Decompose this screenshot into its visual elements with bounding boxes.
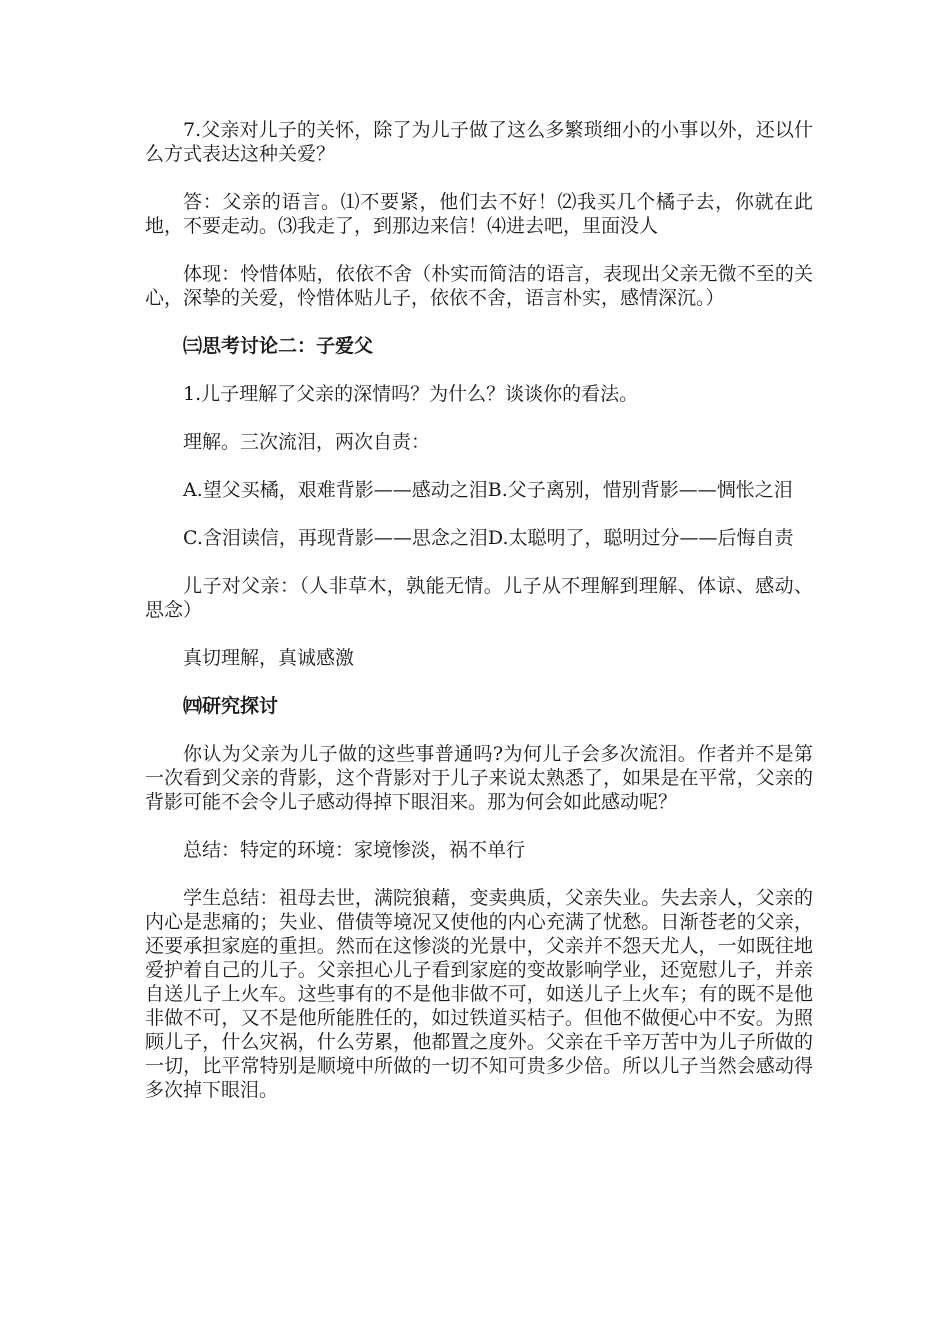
tears-cd-paragraph: C.含泪读信，再现背影——思念之泪D.太聪明了，聪明过分——后悔自责 [183,527,794,549]
section-heading-research: ㈣研究探讨 [183,695,279,717]
section-heading-discussion-2: ㈢思考讨论二：子爱父 [183,335,374,357]
son-to-father-paragraph: 儿子对父亲：（人非草木，孰能无情。儿子从不理解到理解、体谅、感动、思念） [145,575,813,621]
summary-paragraph: 总结：特定的环境：家境惨淡，祸不单行 [183,839,526,861]
student-summary-paragraph: 学生总结：祖母去世，满院狼藉，变卖典质，父亲失业。失去亲人，父亲的内心是悲痛的；失业、借债等境况又使他的内心充满了忧愁。日渐苍老的父亲，还要承担家庭的重担。然而在这惨淡的光景中，父亲并不怨天尤人，一如既往地爱护着自己的儿子。父亲担心儿子看到家庭的变故影响学业，还宽慰儿子，并亲自送儿子上火车。这些事有的不是他非做不可，如送儿子上火车；有的既不是他非做不可，又不是他所能胜任的，如过铁道买桔子。但他不做便心中不安。为照顾儿子，什么灾祸，什么劳累，他都置之度外。父亲在千辛万苦中为儿子所做的一切，比平常特别是顺境中所做的一切不知可贵多少倍。所以儿子当然会感动得多次掉下眼泪。 [145,887,813,1101]
answer-7: 答：父亲的语言。⑴不要紧，他们去不好！⑵我买几个橘子去，你就在此地，不要走动。⑶我走了，到那边来信！⑷进去吧，里面没人 [145,191,813,237]
document-body [145,118,813,1126]
question-1: 1.儿子理解了父亲的深情吗？为什么？谈谈你的看法。 [183,383,639,405]
research-paragraph: 你认为父亲为儿子做的这些事普通吗?为何儿子会多次流泪。作者并不是第一次看到父亲的背影，这个背影对于儿子来说太熟悉了，如果是在平常，父亲的背影可能不会令儿子感动得掉下眼泪来。那为何会如此感动呢？ [145,743,813,813]
understanding-paragraph: 理解。三次流泪，两次自责： [183,431,431,453]
question-7: 7.父亲对儿子的关怀，除了为儿子做了这么多繁琐细小的小事以外，还以什么方式表达这种关爱？ [145,119,813,165]
sincere-paragraph: 真切理解，真诚感激 [183,647,355,669]
embodiment-paragraph: 体现：怜惜体贴，依依不舍（朴实而简洁的语言，表现出父亲无微不至的关心，深挚的关爱，怜惜体贴儿子，依依不舍，语言朴实，感情深沉。） [145,263,813,309]
tears-ab-paragraph: A.望父买橘，艰难背影——感动之泪B.父子离别，惜别背影——惆怅之泪 [183,479,793,501]
